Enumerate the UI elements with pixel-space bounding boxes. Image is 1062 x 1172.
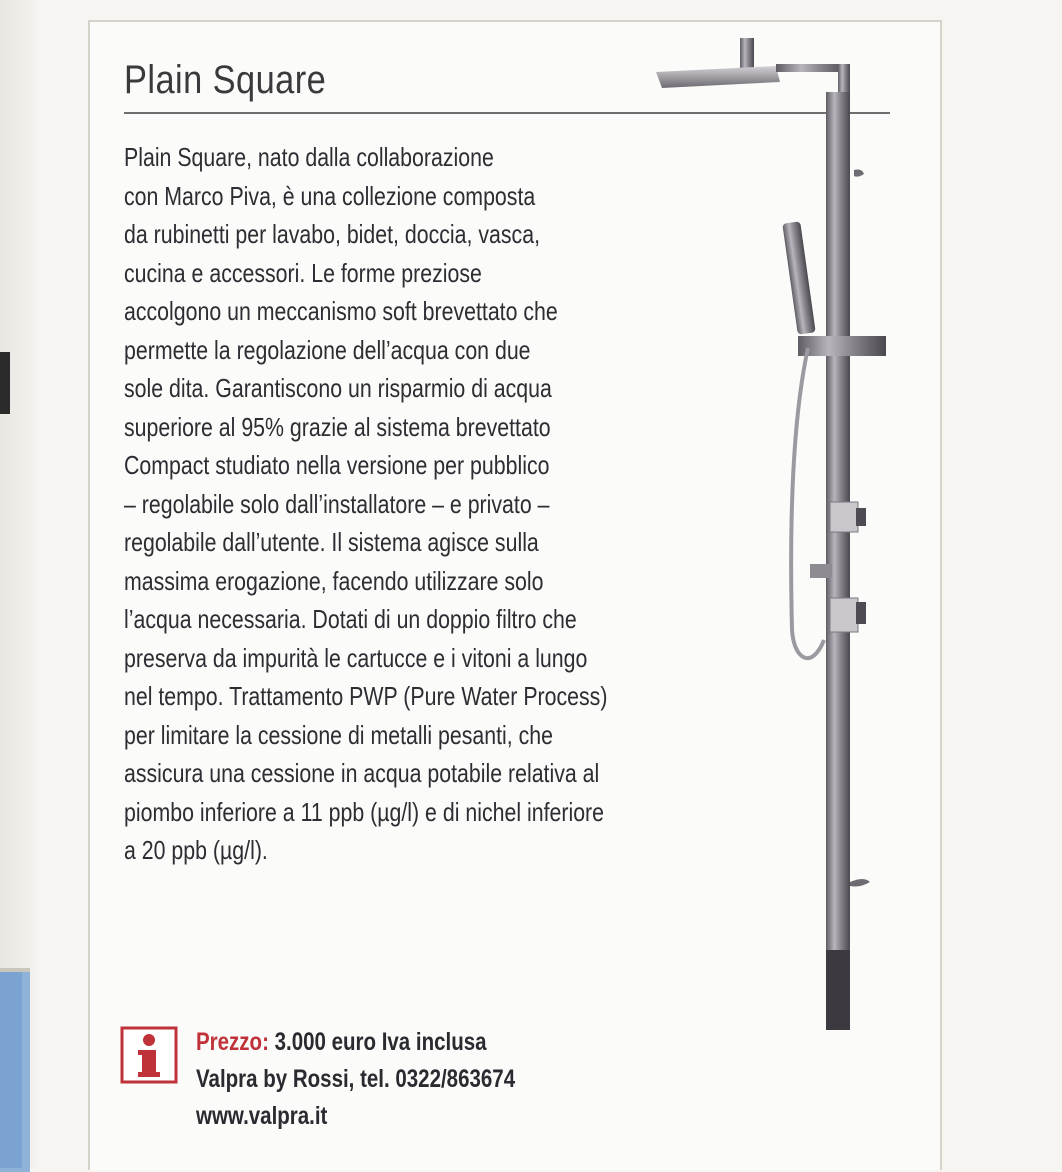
body-line: massima erogazione, facendo utilizzare solo <box>124 565 544 596</box>
left-page-image-inner <box>0 972 22 1168</box>
body-line: cucina e accessori. Le forme preziose <box>124 257 482 288</box>
body-line: piombo inferiore a 11 ppb (µg/l) e di nichel inferiore <box>124 796 605 827</box>
body-line: superiore al 95% grazie al sistema brevettato <box>124 411 551 442</box>
body-line: da rubinetti per lavabo, bidet, doccia, vasca, <box>124 219 540 249</box>
body-line: assicura una cessione in acqua potabile relativa al <box>124 758 600 788</box>
shower-column-image <box>640 30 900 1040</box>
body-line: sole dita. Garantiscono un risparmio di acqua <box>124 373 552 403</box>
body-line: a 20 ppb (µg/l). <box>124 835 268 865</box>
body-line: Compact studiato nella versione per pubblico <box>124 450 550 480</box>
body-line: preserva da impurità le cartucce e i vitoni a lungo <box>124 642 588 673</box>
body-line: accolgono un meccanismo soft brevettato che <box>124 296 558 326</box>
body-line: regolabile dall’utente. Il sistema agisce sulla <box>124 527 539 557</box>
body-line: Plain Square, nato dalla collaborazione <box>124 142 494 172</box>
body-line: con Marco Piva, è una collezione composta <box>124 180 536 211</box>
left-page-mark <box>0 352 10 414</box>
website-line: www.valpra.it <box>196 1102 328 1130</box>
contact-line: Valpra by Rossi, tel. 0322/863674 <box>196 1065 516 1093</box>
body-line: permette la regolazione dell’acqua con due <box>124 334 531 365</box>
price-line <box>196 1024 515 1061</box>
price-label: Prezzo: <box>196 1028 269 1056</box>
product-info <box>196 1024 585 1135</box>
body-line: – regolabile solo dall’installatore – e privato – <box>124 488 550 519</box>
body-line: nel tempo. Trattamento PWP (Pure Water Process) <box>124 681 608 711</box>
body-line: per limitare la cessione di metalli pesanti, che <box>124 719 553 750</box>
info-icon <box>120 1026 178 1084</box>
body-line: l’acqua necessaria. Dotati di un doppio filtro che <box>124 604 577 634</box>
article-title: Plain Square <box>124 58 327 102</box>
price-value: 3.000 euro Iva inclusa <box>268 1028 487 1056</box>
